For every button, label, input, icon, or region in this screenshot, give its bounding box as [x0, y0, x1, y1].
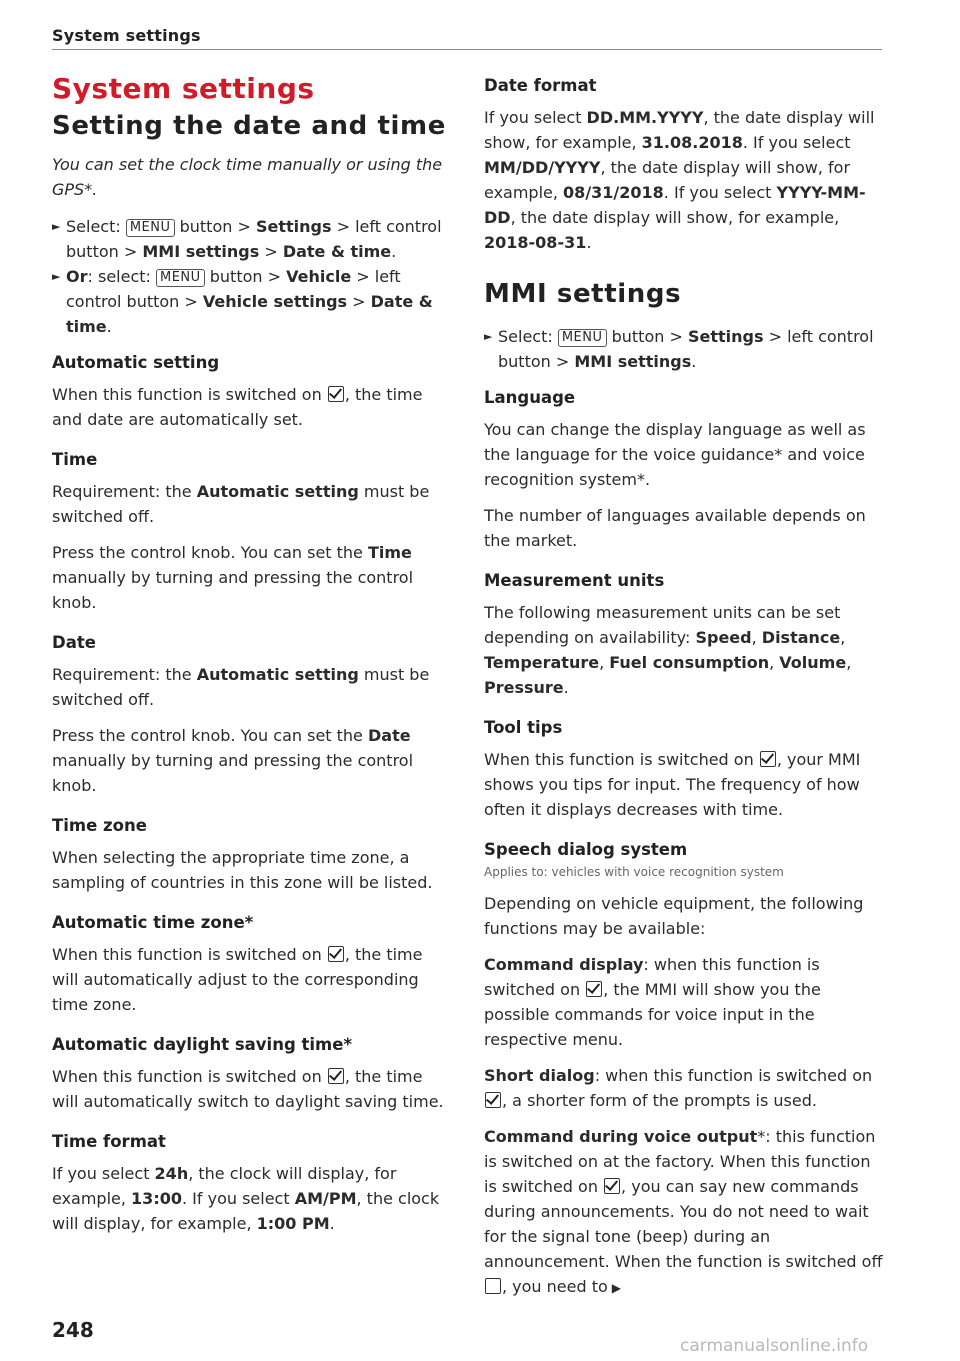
page-number: 248 [52, 1318, 94, 1342]
checkbox-checked-icon [760, 751, 776, 767]
heading-automatic-time-zone: Automatic time zone* [52, 913, 254, 932]
language-text-1: You can change the display language as well as the language for the voice guidance* and voice recognition system*. [484, 420, 866, 489]
right-column [484, 74, 884, 1312]
checkbox-unchecked-icon [485, 1278, 501, 1294]
checkbox-checked-icon [604, 1178, 620, 1194]
tool-tips-text: When this function is switched on , your MMI shows you tips for input. The frequency of how often it displays decreases with time. [484, 750, 861, 819]
step-vehicle-path: ► Or: select: MENU button > Vehicle > left control button > Vehicle settings > Date & time. [52, 264, 452, 339]
automatic-time-zone-text: When this function is switched on , the time will automatically adjust to the corresponding time zone. [52, 945, 423, 1014]
language-text-2: The number of languages available depends on the market. [484, 506, 866, 550]
date-requirement-text: Requirement: the Automatic setting must be switched off. [52, 665, 430, 709]
heading-measurement-units: Measurement units [484, 571, 665, 590]
left-column [52, 72, 452, 1247]
checkbox-checked-icon [328, 386, 344, 402]
heading-time-format: Time format [52, 1132, 166, 1151]
heading-automatic-setting: Automatic setting [52, 353, 220, 372]
heading-time-zone: Time zone [52, 816, 147, 835]
short-dialog-text: Short dialog: when this function is switched on , a shorter form of the prompts is used. [484, 1066, 873, 1110]
step-arrow-icon: ► [484, 330, 493, 343]
heading-tool-tips: Tool tips [484, 718, 563, 737]
watermark: carmanualsonline.info [680, 1336, 869, 1356]
section-title: Setting the date and time [52, 111, 446, 141]
step-mmi-settings-path: ► Select: MENU button > Settings > left control button > MMI settings. [484, 324, 884, 374]
menu-key: MENU [558, 329, 607, 347]
automatic-setting-text: When this function is switched on , the time and date are automatically set. [52, 385, 423, 429]
time-instruction-text: Press the control knob. You can set the Time manually by turning and pressing the control knob. [52, 543, 414, 612]
step-arrow-icon: ► [52, 270, 61, 283]
mmi-settings-title: MMI settings [484, 279, 682, 309]
step-settings-path: ► Select: MENU button > Settings > left control button > MMI settings > Date & time. [52, 214, 452, 264]
heading-date-format: Date format [484, 76, 597, 95]
heading-time: Time [52, 450, 98, 469]
command-during-voice-text: Command during voice output*: this function is switched on at the factory. When this function is switched on , you can say new commands during announcements. You do not need to wait for the signal tone (beep) during an announcement. When the function is switched off , you need to ▶ [484, 1127, 883, 1296]
checkbox-checked-icon [328, 946, 344, 962]
running-header-title: System settings [52, 26, 201, 45]
applies-to-note: Applies to: vehicles with voice recognition system [484, 865, 784, 879]
measurement-units-text: The following measurement units can be set depending on availability: Speed, Distance, Temperature, Fuel consumption, Volume, Pressure. [484, 603, 852, 697]
checkbox-checked-icon [586, 981, 602, 997]
heading-language: Language [484, 388, 576, 407]
heading-automatic-dst: Automatic daylight saving time* [52, 1035, 353, 1054]
time-zone-text: When selecting the appropriate time zone, a sampling of countries in this zone will be listed. [52, 848, 433, 892]
time-requirement-text: Requirement: the Automatic setting must be switched off. [52, 482, 430, 526]
intro-text: You can set the clock time manually or using the GPS*. [52, 155, 443, 199]
date-instruction-text: Press the control knob. You can set the Date manually by turning and pressing the control knob. [52, 726, 414, 795]
chapter-title: System settings [52, 72, 315, 105]
continued-arrow-icon: ▶ [611, 1281, 622, 1295]
speech-dialog-intro: Depending on vehicle equipment, the following functions may be available: [484, 894, 864, 938]
step-arrow-icon: ► [52, 220, 61, 233]
command-display-text: Command display: when this function is switched on , the MMI will show you the possible commands for voice input in the respective menu. [484, 955, 821, 1049]
running-header [52, 26, 882, 50]
checkbox-checked-icon [485, 1092, 501, 1108]
date-format-text: If you select DD.MM.YYYY, the date display will show, for example, 31.08.2018. If you select MM/DD/YYYY, the date display will show, for example, 08/31/2018. If you select YYYY-MM-DD, the date display will show, for example, 2018-08-31. [484, 108, 875, 252]
automatic-dst-text: When this function is switched on , the time will automatically switch to daylight saving time. [52, 1067, 444, 1111]
heading-speech-dialog: Speech dialog system [484, 840, 688, 859]
menu-key: MENU [156, 269, 205, 287]
menu-key: MENU [126, 219, 175, 237]
checkbox-checked-icon [328, 1068, 344, 1084]
time-format-text: If you select 24h, the clock will display, for example, 13:00. If you select AM/PM, the clock will display, for example, 1:00 PM. [52, 1164, 440, 1233]
heading-date: Date [52, 633, 96, 652]
